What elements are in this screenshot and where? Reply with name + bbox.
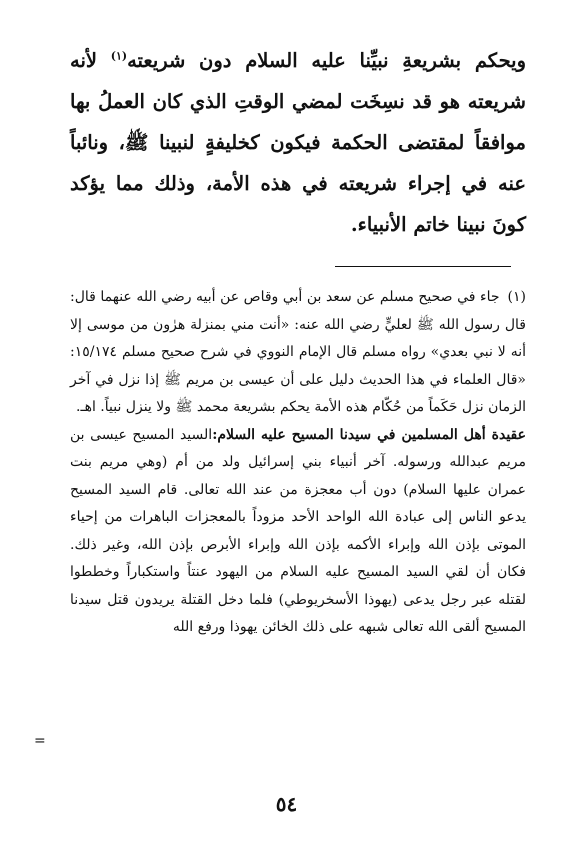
footnote-label: (١) (507, 289, 526, 305)
creed-heading: عقيدة أهل المسلمين في سيدنا المسيح عليه السلام: (212, 426, 526, 443)
footnote-hadith (70, 284, 526, 422)
main-paragraph-text (70, 40, 526, 245)
continuation-mark: = (34, 733, 46, 749)
footnote-creed (70, 422, 526, 642)
footnotes-section (70, 284, 526, 642)
footnote-reference-mark: (١) (110, 49, 128, 63)
footnote-hadith-text: جاء في صحيح مسلم عن سعد بن أبي وقاص عن أبيه رضي الله عنهما قال: قال رسول الله ﷺ لعليٍّ رضي الله عنه: «أنت مني بمنزلة هرٰون من موسى إلا أنه لا نبي بعدي» رواه مسلم قال الإمام النووي في شرح صحيح مسلم ١٥/١٧٤: «قال العلماء في هذا الحديث دليل على أن عيسى بن مريم ﷺ إذا نزل في آخر الزمان نزل حَكَماً من حُكّام هذه الأمة يحكم بشريعة محمد ﷺ ولا ينزل نبياً. اهـ. (70, 289, 526, 415)
main-paragraph (70, 40, 526, 245)
main-text-after-mark: لأنه شريعته هو قد نسِخَت لمضي الوقتِ الذي كان العملُ بها موافقاً لمقتضى الحكمة فيكون كخليفةٍ لنبينا ﷺ، ونائباً عنه في إجراء شريعته في هذه الأمة، وذلك مما يؤكد كونَ نبينا خاتم الأنبياء. (70, 49, 526, 236)
footnote-divider (335, 266, 511, 267)
creed-text: السيد المسيح عيسى بن مريم عبدالله ورسوله. آخر أنبياء بني إسرائيل ولد من أم (وهي مريم بنت عمران عليها السلام) دون أب معجزة من عند الله تعالى. قام السيد المسيح يدعو الناس إلى عبادة الله الواحد الأحد مزوداً بالمعجزات الباهرات من إحياء الموتى بإذن الله وإبراء الأكمه بإذن الله وإبراء الأبرص بإذن الله، وغير ذلك. فكان أن لقي السيد المسيح عليه السلام من اليهود عنتاً واستكباراً وخططوا لقتله عبر رجل يدعى (يهوذا الأسخريوطي) فلما دخل القتلة يريدون قتل سيدنا المسيح ألقى الله تعالى شبهه على ذلك الخائن يهوذا ورفع الله (70, 426, 526, 635)
main-text-before-mark: ويحكم بشريعةِ نبيِّنا عليه السلام دون شريعته (127, 49, 526, 72)
page-number: ٥٤ (275, 792, 298, 816)
